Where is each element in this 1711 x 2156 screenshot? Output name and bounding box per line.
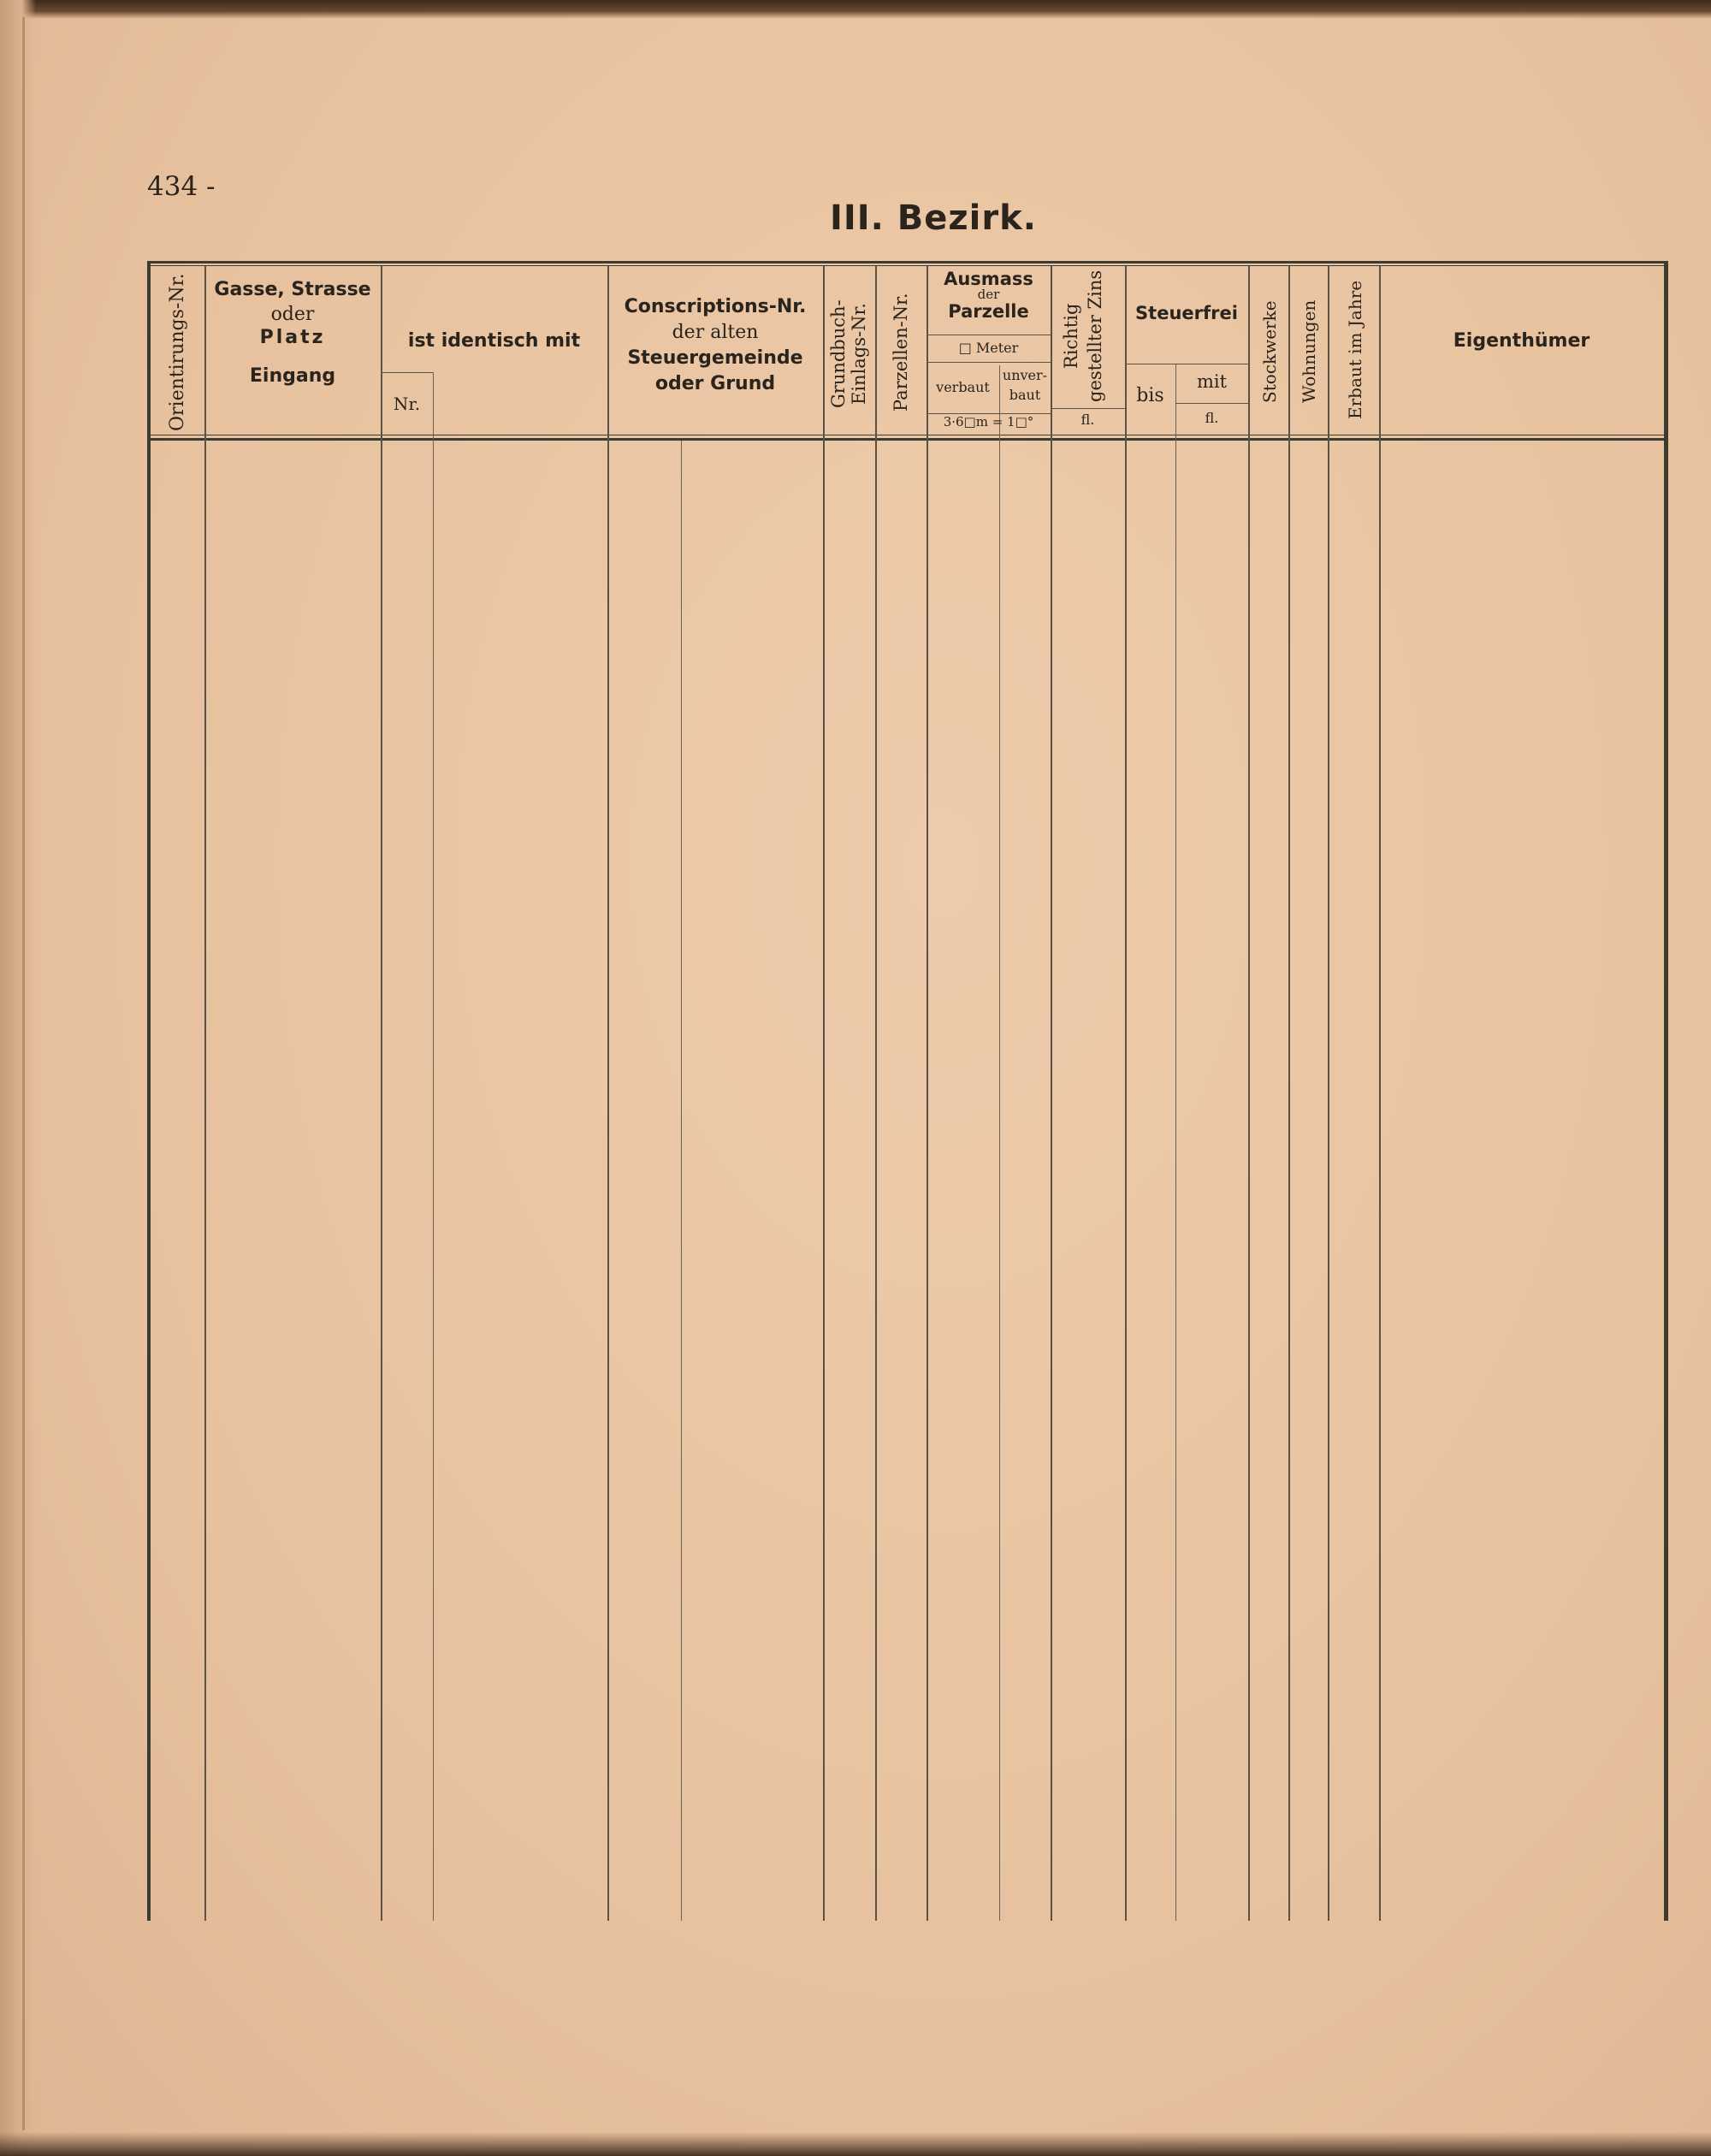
- page-number: 434 -: [147, 171, 216, 202]
- header-steuerfrei-mit: mit: [1196, 371, 1228, 392]
- header-orientierungs: Orientirungs-Nr.: [167, 273, 188, 432]
- rule-ausmass-unit: [927, 362, 1051, 363]
- header-ausmass-unit: □ Meter: [958, 340, 1019, 356]
- header-conscriptions-line4: oder Grund: [654, 373, 776, 395]
- header-conscriptions-line1: Conscriptions-Nr.: [624, 296, 807, 317]
- divider-identisch-nr: [433, 372, 434, 1921]
- register-table: [147, 261, 1668, 1921]
- divider-identisch: [607, 266, 609, 1921]
- rule-identisch-nr: [381, 372, 433, 373]
- divider-ausmass: [1051, 266, 1052, 1921]
- header-zins-line2: gestellter Zins: [1085, 270, 1105, 403]
- book-binding-edge: [0, 0, 36, 2156]
- header-grundbuch-line1: Grundbuch-: [828, 299, 849, 409]
- header-erbaut: Erbaut im Jahre: [1345, 280, 1365, 420]
- header-gasse: [204, 280, 381, 386]
- divider-steuerfrei-sub: [1175, 364, 1176, 1921]
- header-gasse-line2: oder: [270, 304, 315, 326]
- header-conscriptions-line3: Steuergemeinde: [627, 347, 803, 370]
- divider-conscriptions-sub: [681, 441, 682, 1921]
- table-left-border: [147, 261, 151, 1921]
- header-gasse-line3: Platz: [259, 327, 326, 349]
- table-top-rule: [147, 261, 1668, 266]
- header-wohnungen: Wohnungen: [1299, 299, 1319, 404]
- header-conscriptions-line2: [607, 323, 823, 342]
- header-zins-line1: Richtig: [1061, 303, 1081, 370]
- header-grundbuch: [828, 278, 871, 430]
- header-stockwerke: Stockwerke: [1259, 300, 1280, 403]
- header-ausmass-verbaut: verbaut: [936, 379, 990, 395]
- header-parzellen: Parzellen-Nr.: [891, 293, 911, 412]
- divider-gasse: [381, 266, 382, 1921]
- header-gasse-line1: Gasse, Strasse: [214, 279, 371, 300]
- book-top-edge: [0, 0, 1711, 19]
- header-steuerfrei-bis: bis: [1136, 385, 1164, 406]
- district-title: III. Bezirk.: [830, 198, 1037, 238]
- divider-erbaut: [1379, 266, 1381, 1921]
- header-ausmass-line3: Parzelle: [948, 300, 1029, 322]
- book-bottom-edge: [0, 2132, 1711, 2156]
- header-identisch: ist identisch mit: [407, 330, 581, 352]
- divider-orientierungs: [204, 266, 206, 1921]
- header-identisch-nr: Nr.: [393, 394, 421, 414]
- rule-zins-unit: [1051, 408, 1125, 409]
- rule-steuerfrei-unit: [1175, 403, 1248, 404]
- divider-steuerfrei: [1248, 266, 1250, 1921]
- divider-parzellen: [927, 266, 928, 1921]
- header-conscriptions-line2-text: der alten: [672, 322, 759, 344]
- header-bottom-rule: [147, 435, 1668, 441]
- header-zins: [1059, 270, 1117, 403]
- header-steuerfrei: Steuerfrei: [1135, 303, 1238, 323]
- header-ausmass-line1: Ausmass: [944, 269, 1033, 289]
- header-ausmass-conversion: 3·6□m = 1□°: [943, 414, 1034, 429]
- header-eigenthuemer: Eigenthümer: [1453, 330, 1590, 352]
- header-conscriptions: [607, 297, 823, 394]
- divider-zins: [1125, 266, 1127, 1921]
- header-steuerfrei-unit: fl.: [1205, 410, 1219, 426]
- header-gasse-line4: Eingang: [249, 365, 336, 388]
- divider-wohnungen: [1328, 266, 1329, 1921]
- header-ausmass-unverbaut-2: baut: [1009, 386, 1041, 403]
- table-right-border: [1664, 261, 1668, 1921]
- header-zins-unit: fl.: [1080, 412, 1095, 428]
- header-ausmass-unverbaut-1: unver-: [1002, 367, 1048, 383]
- divider-grundbuch: [875, 266, 877, 1921]
- binding-line: [22, 17, 25, 2130]
- header-ausmass: [927, 270, 1051, 321]
- divider-ausmass-sub: [999, 365, 1000, 1921]
- divider-conscriptions: [823, 266, 825, 1921]
- header-ausmass-line2: der: [977, 287, 1000, 303]
- header-ausmass-unverbaut: [999, 369, 1051, 403]
- divider-stockwerke: [1288, 266, 1290, 1921]
- header-grundbuch-line2: Einlags-Nr.: [849, 303, 869, 406]
